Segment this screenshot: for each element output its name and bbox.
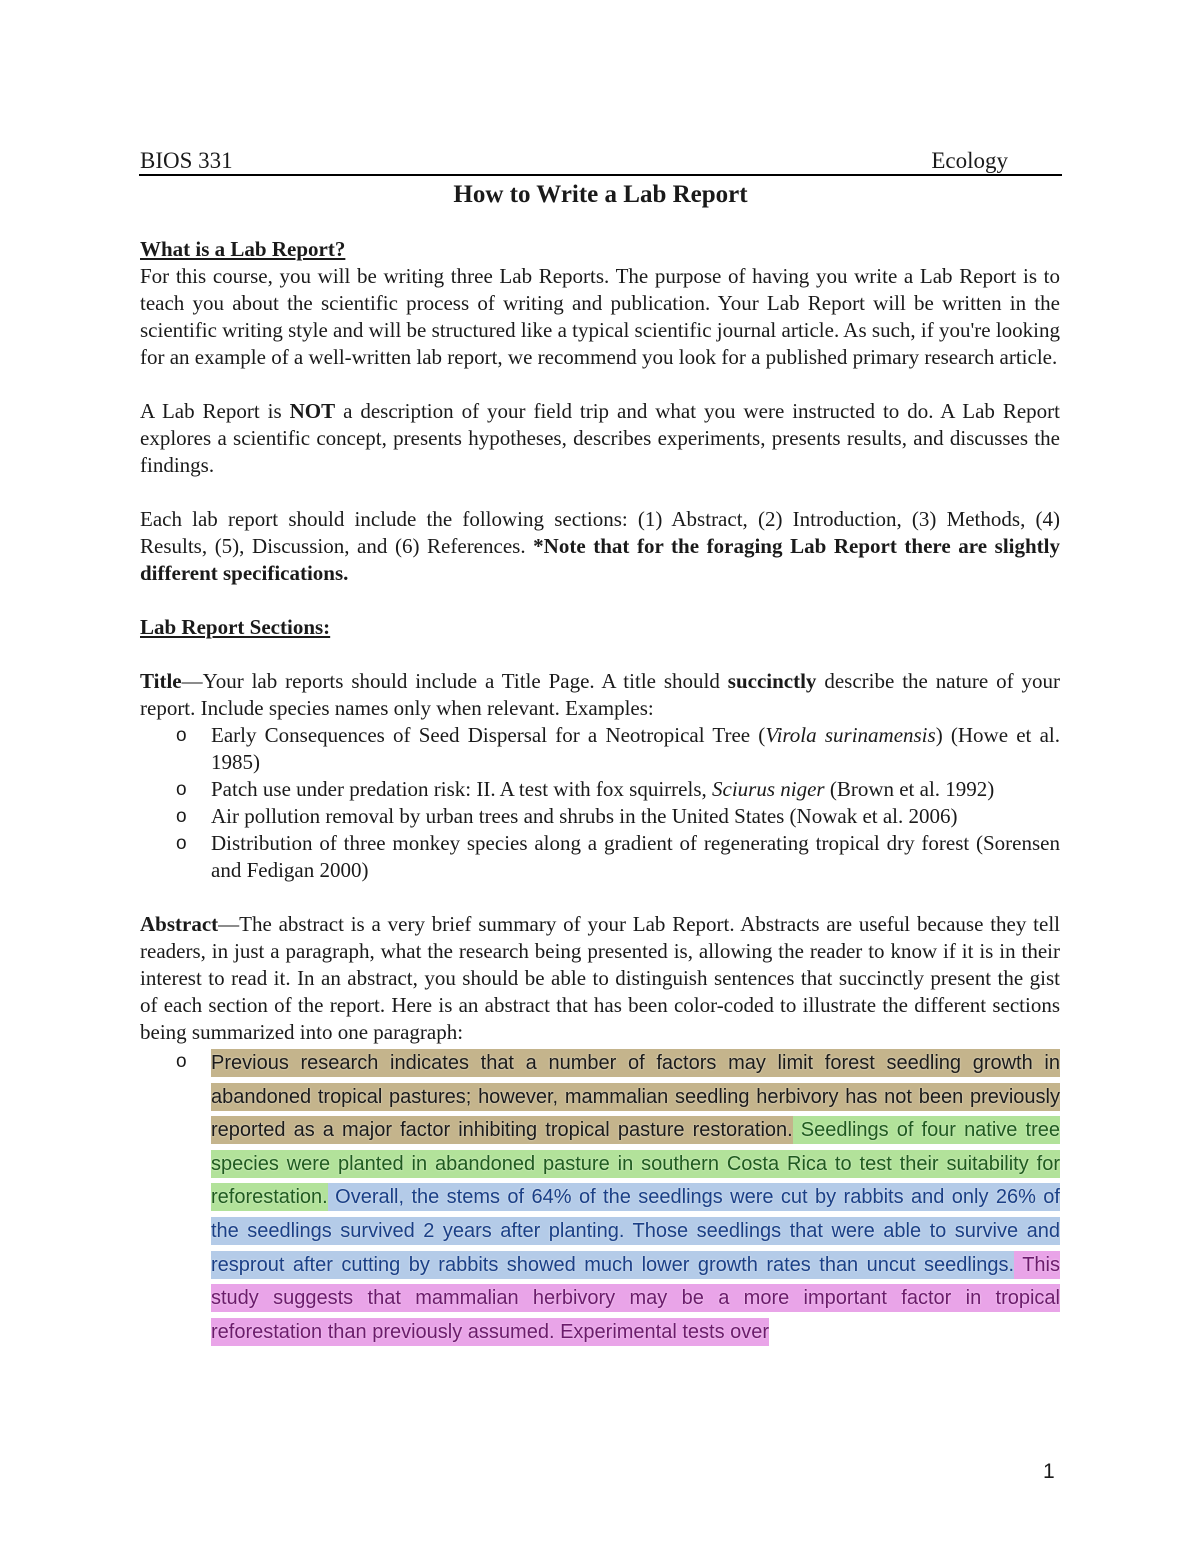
what-is-paragraph: For this course, you will be writing three Lab Reports. The purpose of having you write a Lab Report is to teach you about the scientific process of writing and publication. Your Lab Report will be written in the scientific writing style and will be structured like a typical scientific journal article. As such, if you're looking for an example of a well-written lab report, we recommend you look for a published primary research article. xyxy=(140,264,1060,369)
course-header xyxy=(139,144,1062,176)
abstract-label: Abstract xyxy=(140,912,219,936)
list-item: o Distribution of three monkey species along a gradient of regenerating tropical dry forest (Sorensen and Fedigan 2000) xyxy=(176,831,1060,882)
succinctly-emphasis: succinctly xyxy=(727,669,817,693)
bullet-icon: o xyxy=(176,725,187,746)
what-is-heading: What is a Lab Report? xyxy=(140,237,346,261)
bullet-icon: o xyxy=(176,1051,187,1072)
abstract-background-highlight: Previous research indicates that a number of factors may limit forest seedling growth in abandoned tropical pastures; however, mammalian seedling herbivory has not been previously reported as a major factor inhibiting tropical pasture restoration. xyxy=(211,1049,1060,1144)
sections-heading: Lab Report Sections: xyxy=(140,615,331,639)
title-examples-list xyxy=(140,722,1060,884)
document-title: How to Write a Lab Report xyxy=(453,181,748,208)
bullet-icon: o xyxy=(176,806,187,827)
sections-list-paragraph: Each lab report should include the following sections: (1) Abstract, (2) Introduction, (3) Methods, (4) Results, (5), Discussion, and (6) References. *Note that for the foraging Lab Report there are slightly different specifications. xyxy=(140,507,1060,585)
example-abstract xyxy=(140,1046,1060,1348)
title-section-paragraph: Title—Your lab reports should include a Title Page. A title should succinctly describe the nature of your report. Include species names only when relevant. Examples: xyxy=(140,669,1060,720)
bullet-icon: o xyxy=(176,833,187,854)
foraging-note: *Note that for the foraging Lab Report there are slightly different specifications. xyxy=(140,534,1060,585)
page-number: 1 xyxy=(1043,1460,1055,1483)
list-item: o Early Consequences of Seed Dispersal for a Neotropical Tree (Virola surinamensis) (Howe et al. 1985) xyxy=(176,723,1061,774)
abstract-methods-highlight: Seedlings of four native tree species were planted in abandoned pasture in southern Costa Rica to test their suitability for reforestation. xyxy=(211,1116,1060,1211)
list-item: o Patch use under predation risk: II. A test with fox squirrels, Sciurus niger (Brown et al. 1992) xyxy=(176,777,995,801)
course-code: BIOS 331 xyxy=(140,148,233,173)
not-emphasis: NOT xyxy=(289,399,336,423)
abstract-results-highlight: Overall, the stems of 64% of the seedlings were cut by rabbits and only 26% of the seedlings survived 2 years after planting. Those seedlings that were able to survive and resprout after cutting by rabbits showed much lower growth rates than uncut seedlings. xyxy=(211,1183,1060,1278)
abstract-discussion-highlight: This study suggests that mammalian herbivory may be a more important factor in tropical reforestation than previously assumed. Experimental tests over xyxy=(211,1251,1060,1346)
not-description-paragraph: A Lab Report is NOT a description of your field trip and what you were instructed to do. A Lab Report explores a scientific concept, presents hypotheses, describes experiments, presents results, and discusses the findings. xyxy=(140,399,1060,477)
bullet-icon: o xyxy=(176,779,187,800)
abstract-section-paragraph: Abstract—The abstract is a very brief summary of your Lab Report. Abstracts are useful because they tell readers, in just a paragraph, what the research being presented is, allowing the reader to know if it is in their interest to read it. In an abstract, you should be able to distinguish sentences that succinctly present the gist of each section of the report. Here is an abstract that has been color-coded to illustrate the different sections being summarized into one paragraph: xyxy=(140,912,1060,1044)
title-label: Title xyxy=(140,669,182,693)
example-abstract-list xyxy=(140,1046,1060,1348)
course-subject: Ecology xyxy=(931,148,1008,173)
document-body xyxy=(140,236,1060,1348)
list-item: o Air pollution removal by urban trees and shrubs in the United States (Nowak et al. 2006) xyxy=(176,804,958,828)
